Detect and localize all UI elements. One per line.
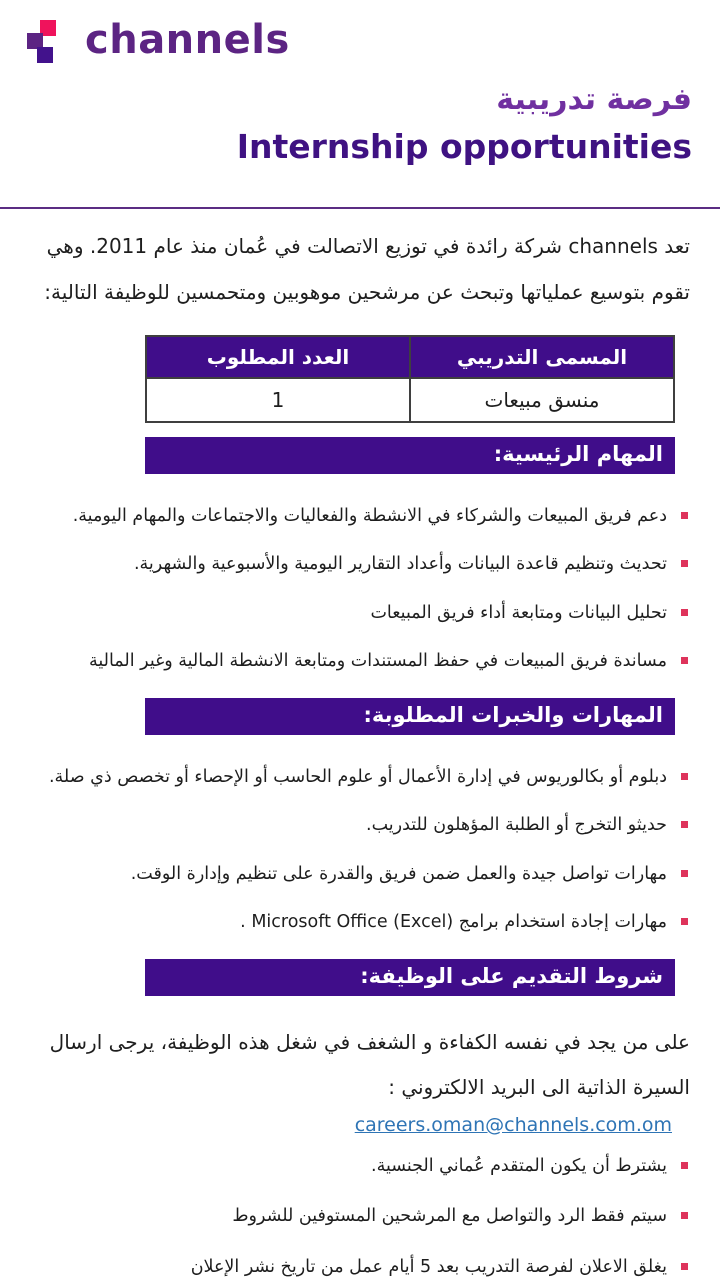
cell-required-count: 1 <box>146 378 410 422</box>
careers-email-link[interactable]: careers.oman@channels.com.om <box>354 1113 672 1136</box>
list-item <box>32 1204 688 1229</box>
apply-paragraph: على من يجد في نفسه الكفاءة و الشغف في شغل هذه الوظيفة، يرجى ارسال السيرة الذاتية الى البريد الالكتروني : <box>49 1029 690 1099</box>
list-item <box>32 649 688 674</box>
task-item-text: تحليل البيانات ومتابعة أداء فريق المبيعات <box>370 602 667 623</box>
apply-conditions-list <box>32 1154 688 1280</box>
cell-job-title: منسق مبيعات <box>410 378 674 422</box>
list-item <box>32 552 688 577</box>
position-table <box>145 335 675 423</box>
intro-paragraph: تعد channels شركة رائدة في توزيع الاتصالت في عُمان منذ عام 2011. وهي تقوم بتوسيع عملياتها وتبحث عن مرشحين موهوبين ومتحمسين للوظيفة التالية: <box>44 233 690 304</box>
list-item <box>32 601 688 626</box>
skills-list <box>32 765 688 935</box>
bullet-square-icon <box>681 773 688 780</box>
skill-item-text: دبلوم أو بكالوريوس في إدارة الأعمال أو علوم الحاسب أو الإحصاء أو تخصص ذي صلة. <box>48 766 667 787</box>
brand-wordmark: channels <box>85 17 290 63</box>
list-item <box>32 910 688 935</box>
column-header-required-count: العدد المطلوب <box>146 336 410 378</box>
bullet-square-icon <box>681 657 688 664</box>
task-item-text: مساندة فريق المبيعات في حفظ المستندات ومتابعة الانشطة المالية وغير المالية <box>88 651 667 672</box>
list-item <box>32 1255 688 1280</box>
bullet-square-icon <box>681 821 688 828</box>
brand-logo <box>0 0 720 66</box>
section-banner-apply-conditions: شروط التقديم على الوظيفة: <box>145 959 675 996</box>
list-item <box>32 813 688 838</box>
skill-item-text: مهارات تواصل جيدة والعمل ضمن فريق والقدرة على تنظيم وإدارة الوقت. <box>130 863 667 884</box>
bullet-square-icon <box>681 609 688 616</box>
tasks-list <box>32 504 688 674</box>
list-item <box>32 504 688 529</box>
bullet-square-icon <box>681 560 688 567</box>
condition-item-text: سيتم فقط الرد والتواصل مع المرشحين المستوفين للشروط <box>232 1206 667 1227</box>
skill-item-text: حديثو التخرج أو الطلبة المؤهلون للتدريب. <box>366 815 667 836</box>
list-item <box>32 765 688 790</box>
page-title-english: Internship opportunities <box>236 127 692 166</box>
column-header-job-title: المسمى التدريبي <box>410 336 674 378</box>
task-item-text: دعم فريق المبيعات والشركاء في الانشطة والفعاليات والاجتماعات والمهام اليومية. <box>72 505 667 526</box>
logo-square-dark <box>37 47 53 63</box>
condition-item-text: يغلق الاعلان لفرصة التدريب بعد 5 أيام عمل من تاريخ نشر الإعلان <box>190 1256 667 1277</box>
table-row <box>146 378 674 422</box>
list-item <box>32 1154 688 1179</box>
bullet-square-icon <box>681 1162 688 1169</box>
bullet-square-icon <box>681 1212 688 1219</box>
skill-item-text: مهارات إجادة استخدام برامج Microsoft Office (Excel) . <box>240 912 667 933</box>
email-line <box>30 1114 672 1136</box>
divider-line <box>0 207 720 209</box>
section-banner-skills: المهارات والخبرات المطلوبة: <box>145 698 675 735</box>
task-item-text: تحديث وتنظيم قاعدة البيانات وأعداد التقارير اليومية والأسبوعية والشهرية. <box>133 554 667 575</box>
section-banner-main-tasks: المهام الرئيسية: <box>145 437 675 474</box>
title-block <box>0 80 720 167</box>
bullet-square-icon <box>681 512 688 519</box>
bullet-square-icon <box>681 870 688 877</box>
table-header-row <box>146 336 674 378</box>
bullet-square-icon <box>681 1263 688 1270</box>
bullet-square-icon <box>681 918 688 925</box>
channels-logo-icon <box>27 20 75 66</box>
list-item <box>32 862 688 887</box>
page-title-arabic: فرصة تدريبية <box>496 82 692 117</box>
condition-item-text: يشترط أن يكون المتقدم عُماني الجنسية. <box>371 1155 667 1176</box>
